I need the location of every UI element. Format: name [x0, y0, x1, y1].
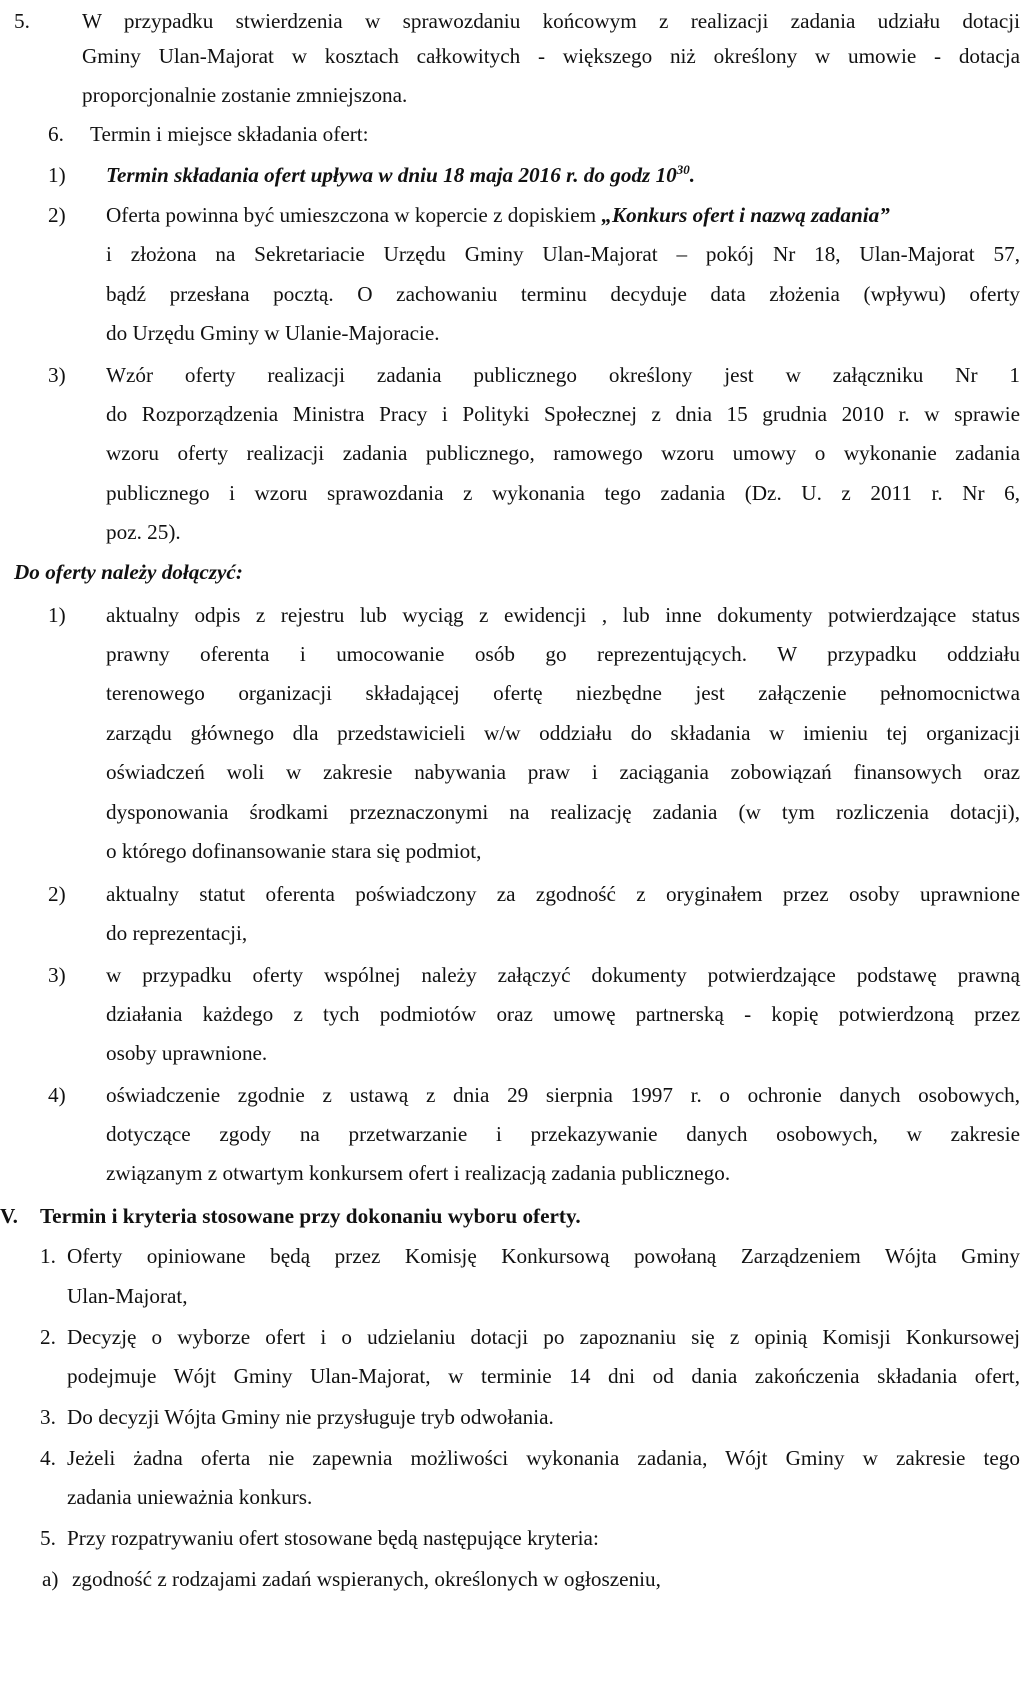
attach-item-1-line-2: prawny oferenta i umocowanie osób go reprezentujących. W przypadku oddziału: [106, 642, 1020, 666]
s6-item-3-line-1: Wzór oferty realizacji zadania publicznego określony jest w załączniku Nr 1: [106, 363, 1020, 387]
sv-item-4-line-2: zadania unieważnia konkurs.: [67, 1485, 313, 1509]
section-5-line-1: W przypadku stwierdzenia w sprawozdaniu końcowym z realizacji zadania udziału dotacji: [82, 9, 1020, 33]
attach-item-1-line-6: dysponowania środkami przeznaczonymi na realizację zadania (w tym rozliczenia dotacji),: [106, 800, 1020, 824]
s6-item-2-line-4: do Urzędu Gminy w Ulanie-Majoracie.: [106, 321, 440, 345]
s6-item-3-line-4: publicznego i wzoru sprawozdania z wykonania tego zadania (Dz. U. z 2011 r. Nr 6,: [106, 481, 1020, 505]
attach-item-3-line-1: w przypadku oferty wspólnej należy załączyć dokumenty potwierdzające podstawę prawną: [106, 963, 1020, 987]
sv-item-4-number: 4.: [40, 1446, 56, 1470]
attach-item-1-line-3: terenowego organizacji składającej ofertę niezbędne jest załączenie pełnomocnictwa: [106, 681, 1020, 705]
sv-item-4-line-1: Jeżeli żadna oferta nie zapewnia możliwości wykonania zadania, Wójt Gminy w zakresie tego: [67, 1446, 1020, 1470]
s6-item-1-text: Termin składania ofert upływa w dniu 18 maja 2016 r. do godz $10^{30}$.: [106, 161, 696, 187]
s6-item-3-line-2: do Rozporządzenia Ministra Pracy i Polityki Społecznej z dnia 15 grudnia 2010 r. w sprawie: [106, 402, 1020, 426]
s6-item-2-number: 2): [48, 203, 66, 227]
attach-item-1-line-5: oświadczeń woli w zakresie nabywania praw i zaciągania zobowiązań finansowych oraz: [106, 760, 1020, 784]
attach-item-4-number: 4): [48, 1083, 66, 1107]
s6-item-1-number: 1): [48, 163, 66, 187]
attach-item-2-number: 2): [48, 882, 66, 906]
sv-subitem-a-text: zgodność z rodzajami zadań wspieranych, określonych w ogłoszeniu,: [72, 1567, 661, 1591]
sv-item-1-line-1: Oferty opiniowane będą przez Komisję Konkursową powołaną Zarządzeniem Wójta Gminy: [67, 1244, 1020, 1268]
sv-item-2-line-1: Decyzję o wyborze ofert i o udzielaniu dotacji po zapoznaniu się z opinią Komisji Konkursowej: [67, 1325, 1020, 1349]
attachments-heading: Do oferty należy dołączyć:: [14, 560, 243, 584]
section-5-line-2: Gminy Ulan-Majorat w kosztach całkowitych - większego niż określony w umowie - dotacja: [82, 44, 1020, 68]
sv-item-2-line-2: podejmuje Wójt Gminy Ulan-Majorat, w terminie 14 dni od dania zakończenia składania ofert,: [67, 1364, 1020, 1388]
sv-subitem-a-letter: a): [42, 1567, 59, 1591]
attach-item-4-line-1: oświadczenie zgodnie z ustawą z dnia 29 sierpnia 1997 r. o ochronie danych osobowych,: [106, 1083, 1020, 1107]
attach-item-1-line-4: zarządu głównego dla przedstawicieli w/w oddziału do składania w imieniu tej organizacji: [106, 721, 1020, 745]
attach-item-4-line-3: związanym z otwartym konkursem ofert i realizacją zadania publicznego.: [106, 1161, 731, 1185]
section-v-number: V.: [0, 1204, 18, 1228]
s6-item-2-line-2: i złożona na Sekretariacie Urzędu Gminy Ulan-Majorat – pokój Nr 18, Ulan-Majorat 57,: [106, 242, 1020, 266]
sv-item-5-number: 5.: [40, 1526, 56, 1550]
attach-item-2-line-2: do reprezentacji,: [106, 921, 248, 945]
sv-item-3-number: 3.: [40, 1405, 56, 1429]
sv-item-1-number: 1.: [40, 1244, 56, 1268]
attach-item-1-line-1: aktualny odpis z rejestru lub wyciąg z ewidencji , lub inne dokumenty potwierdzające status: [106, 603, 1020, 627]
section-6-title: Termin i miejsce składania ofert:: [90, 122, 369, 146]
section-6-number: 6.: [48, 122, 64, 146]
section-5-line-3: proporcjonalnie zostanie zmniejszona.: [82, 83, 408, 107]
section-5-number: 5.: [14, 9, 30, 33]
attach-item-1-line-7: o którego dofinansowanie stara się podmiot,: [106, 839, 482, 863]
s6-item-2-line-3: bądź przesłana pocztą. O zachowaniu terminu decyduje data złożenia (wpływu) oferty: [106, 282, 1020, 306]
attach-item-3-line-3: osoby uprawnione.: [106, 1041, 268, 1065]
sv-item-3-line-1: Do decyzji Wójta Gminy nie przysługuje tryb odwołania.: [67, 1405, 554, 1429]
attach-item-2-line-1: aktualny statut oferenta poświadczony za zgodność z oryginałem przez osoby uprawnione: [106, 882, 1020, 906]
attach-item-1-number: 1): [48, 603, 66, 627]
attach-item-4-line-2: dotyczące zgody na przetwarzanie i przekazywanie danych osobowych, w zakresie: [106, 1122, 1020, 1146]
attach-item-3-number: 3): [48, 963, 66, 987]
s6-item-3-line-5: poz. 25).: [106, 520, 181, 544]
section-v-title: Termin i kryteria stosowane przy dokonaniu wyboru oferty.: [40, 1204, 581, 1228]
s6-item-3-line-3: wzoru oferty realizacji zadania publicznego, ramowego wzoru umowy o wykonanie zadania: [106, 441, 1020, 465]
sv-item-5-line-1: Przy rozpatrywaniu ofert stosowane będą następujące kryteria:: [67, 1526, 599, 1550]
sv-item-1-line-2: Ulan-Majorat,: [67, 1284, 188, 1308]
s6-item-3-number: 3): [48, 363, 66, 387]
sv-item-2-number: 2.: [40, 1325, 56, 1349]
attach-item-3-line-2: działania każdego z tych podmiotów oraz umowę partnerską - kopię potwierdzoną przez: [106, 1002, 1020, 1026]
s6-item-2-line-1: Oferta powinna być umieszczona w kopercie z dopiskiem „Konkurs ofert i nazwą zadania”: [106, 203, 890, 227]
